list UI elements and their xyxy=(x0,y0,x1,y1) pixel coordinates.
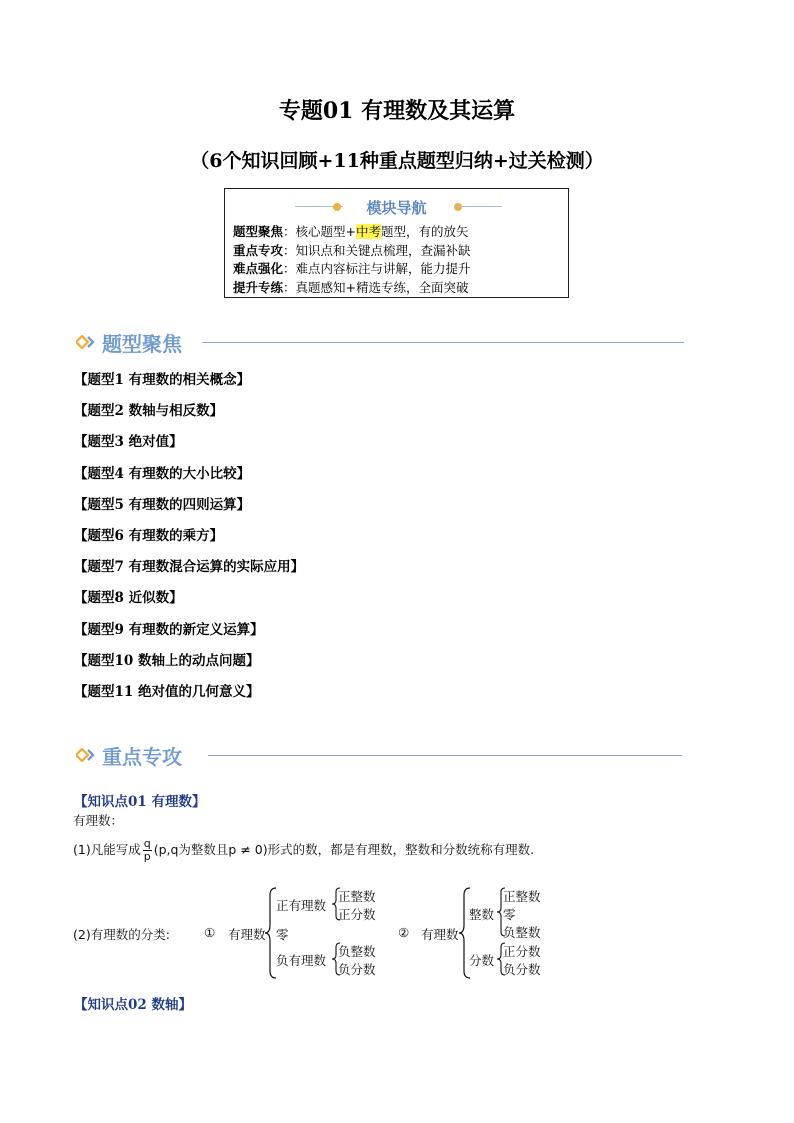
topic-list xyxy=(74,371,304,714)
section-header-topics xyxy=(76,328,686,358)
nav-row-text: ：难点内容标注与讲解，能力提升 xyxy=(283,261,471,276)
tree-leaf: 负分数 xyxy=(503,962,541,977)
kp-intro: 有理数： xyxy=(73,813,124,828)
classification-label: (2)有理数的分类: xyxy=(73,927,170,942)
topic-item: 【题型2 数轴与相反数】 xyxy=(74,403,224,420)
nav-row-label: 重点专攻 xyxy=(233,242,284,258)
tree-root: 有理数 xyxy=(421,927,459,942)
page-title: 专题01 有理数及其运算 xyxy=(278,98,516,124)
topic-item: 【题型10 数轴上的动点问题】 xyxy=(74,652,260,669)
tree-leaf: 负分数 xyxy=(338,962,376,977)
tree-leaf: 正整数 xyxy=(338,889,376,904)
topic-item: 【题型1 有理数的相关概念】 xyxy=(74,372,251,388)
fraction xyxy=(143,838,152,863)
topic-item: 【题型8 近似数】 xyxy=(74,590,183,607)
classification-mark: ① xyxy=(204,925,216,940)
fraction-denominator: p xyxy=(143,850,151,863)
nav-row-text: 题型，有的放矢 xyxy=(381,224,469,239)
classification-mark: ② xyxy=(398,925,410,940)
tree-node: 负有理数 xyxy=(276,953,327,968)
definition-condition: (p,q为整数且p ≠ 0) xyxy=(153,842,268,857)
nav-row xyxy=(233,242,471,261)
tree-node: 分数 xyxy=(469,953,495,968)
knowledge-point-heading: 【知识点01 有理数】 xyxy=(74,794,206,810)
nav-rows xyxy=(233,223,471,297)
topic-item: 【题型11 绝对值的几何意义】 xyxy=(74,683,260,700)
topic-item: 【题型7 有理数混合运算的实际应用】 xyxy=(74,559,305,576)
kp-definition xyxy=(73,838,534,863)
nav-row-highlight: 中考 xyxy=(356,224,382,239)
tree-node: 零 xyxy=(276,927,289,942)
nav-row-text: ：真题感知+精选专练，全面突破 xyxy=(283,279,469,295)
nav-divider-right xyxy=(454,206,502,207)
double-chevron-icon xyxy=(76,748,96,762)
nav-row-text: ：知识点和关键点梳理，查漏补缺 xyxy=(283,242,471,258)
section-divider xyxy=(208,755,682,756)
nav-dot-right xyxy=(454,203,462,211)
section-title: 题型聚焦 xyxy=(102,332,182,356)
tree-leaf: 负整数 xyxy=(338,944,376,959)
knowledge-point-heading: 【知识点02 数轴】 xyxy=(74,997,192,1013)
tree-leaf: 零 xyxy=(503,907,516,922)
topic-item: 【题型5 有理数的四则运算】 xyxy=(74,496,251,513)
section-header-key-points xyxy=(76,741,686,771)
fraction-numerator: q xyxy=(143,837,151,850)
topic-item: 【题型4 有理数的大小比较】 xyxy=(74,465,251,482)
double-chevron-icon xyxy=(76,335,96,349)
nav-row-text: ：核心题型+ xyxy=(283,224,356,239)
nav-row xyxy=(233,260,471,279)
section-title: 重点专攻 xyxy=(102,745,182,769)
tree-root: 有理数 xyxy=(228,927,266,942)
tree-node: 整数 xyxy=(469,907,495,922)
nav-heading: 模块导航 xyxy=(366,199,427,217)
topic-item: 【题型3 绝对值】 xyxy=(74,434,183,451)
topic-item: 【题型6 有理数的乘方】 xyxy=(74,527,224,544)
nav-row-label: 提升专练 xyxy=(233,279,284,295)
nav-row-label: 题型聚焦 xyxy=(233,224,284,239)
nav-row-label: 难点强化 xyxy=(233,261,284,276)
page-subtitle: （6个知识回顾+11种重点题型归纳+过关检测） xyxy=(190,150,604,172)
tree-leaf: 正整数 xyxy=(503,889,541,904)
tree-node: 正有理数 xyxy=(276,898,327,913)
topic-item: 【题型9 有理数的新定义运算】 xyxy=(74,621,264,638)
definition-text: (1)凡能写成 xyxy=(73,842,141,857)
nav-row xyxy=(233,223,471,242)
tree-leaf: 正分数 xyxy=(503,944,541,959)
definition-text: 形式的数，都是有理数，整数和分数统称有理数. xyxy=(267,842,535,857)
section-divider xyxy=(202,342,684,343)
nav-row xyxy=(233,279,471,298)
tree-leaf: 负整数 xyxy=(503,925,541,940)
module-nav-box xyxy=(224,188,569,298)
tree-leaf: 正分数 xyxy=(338,907,376,922)
